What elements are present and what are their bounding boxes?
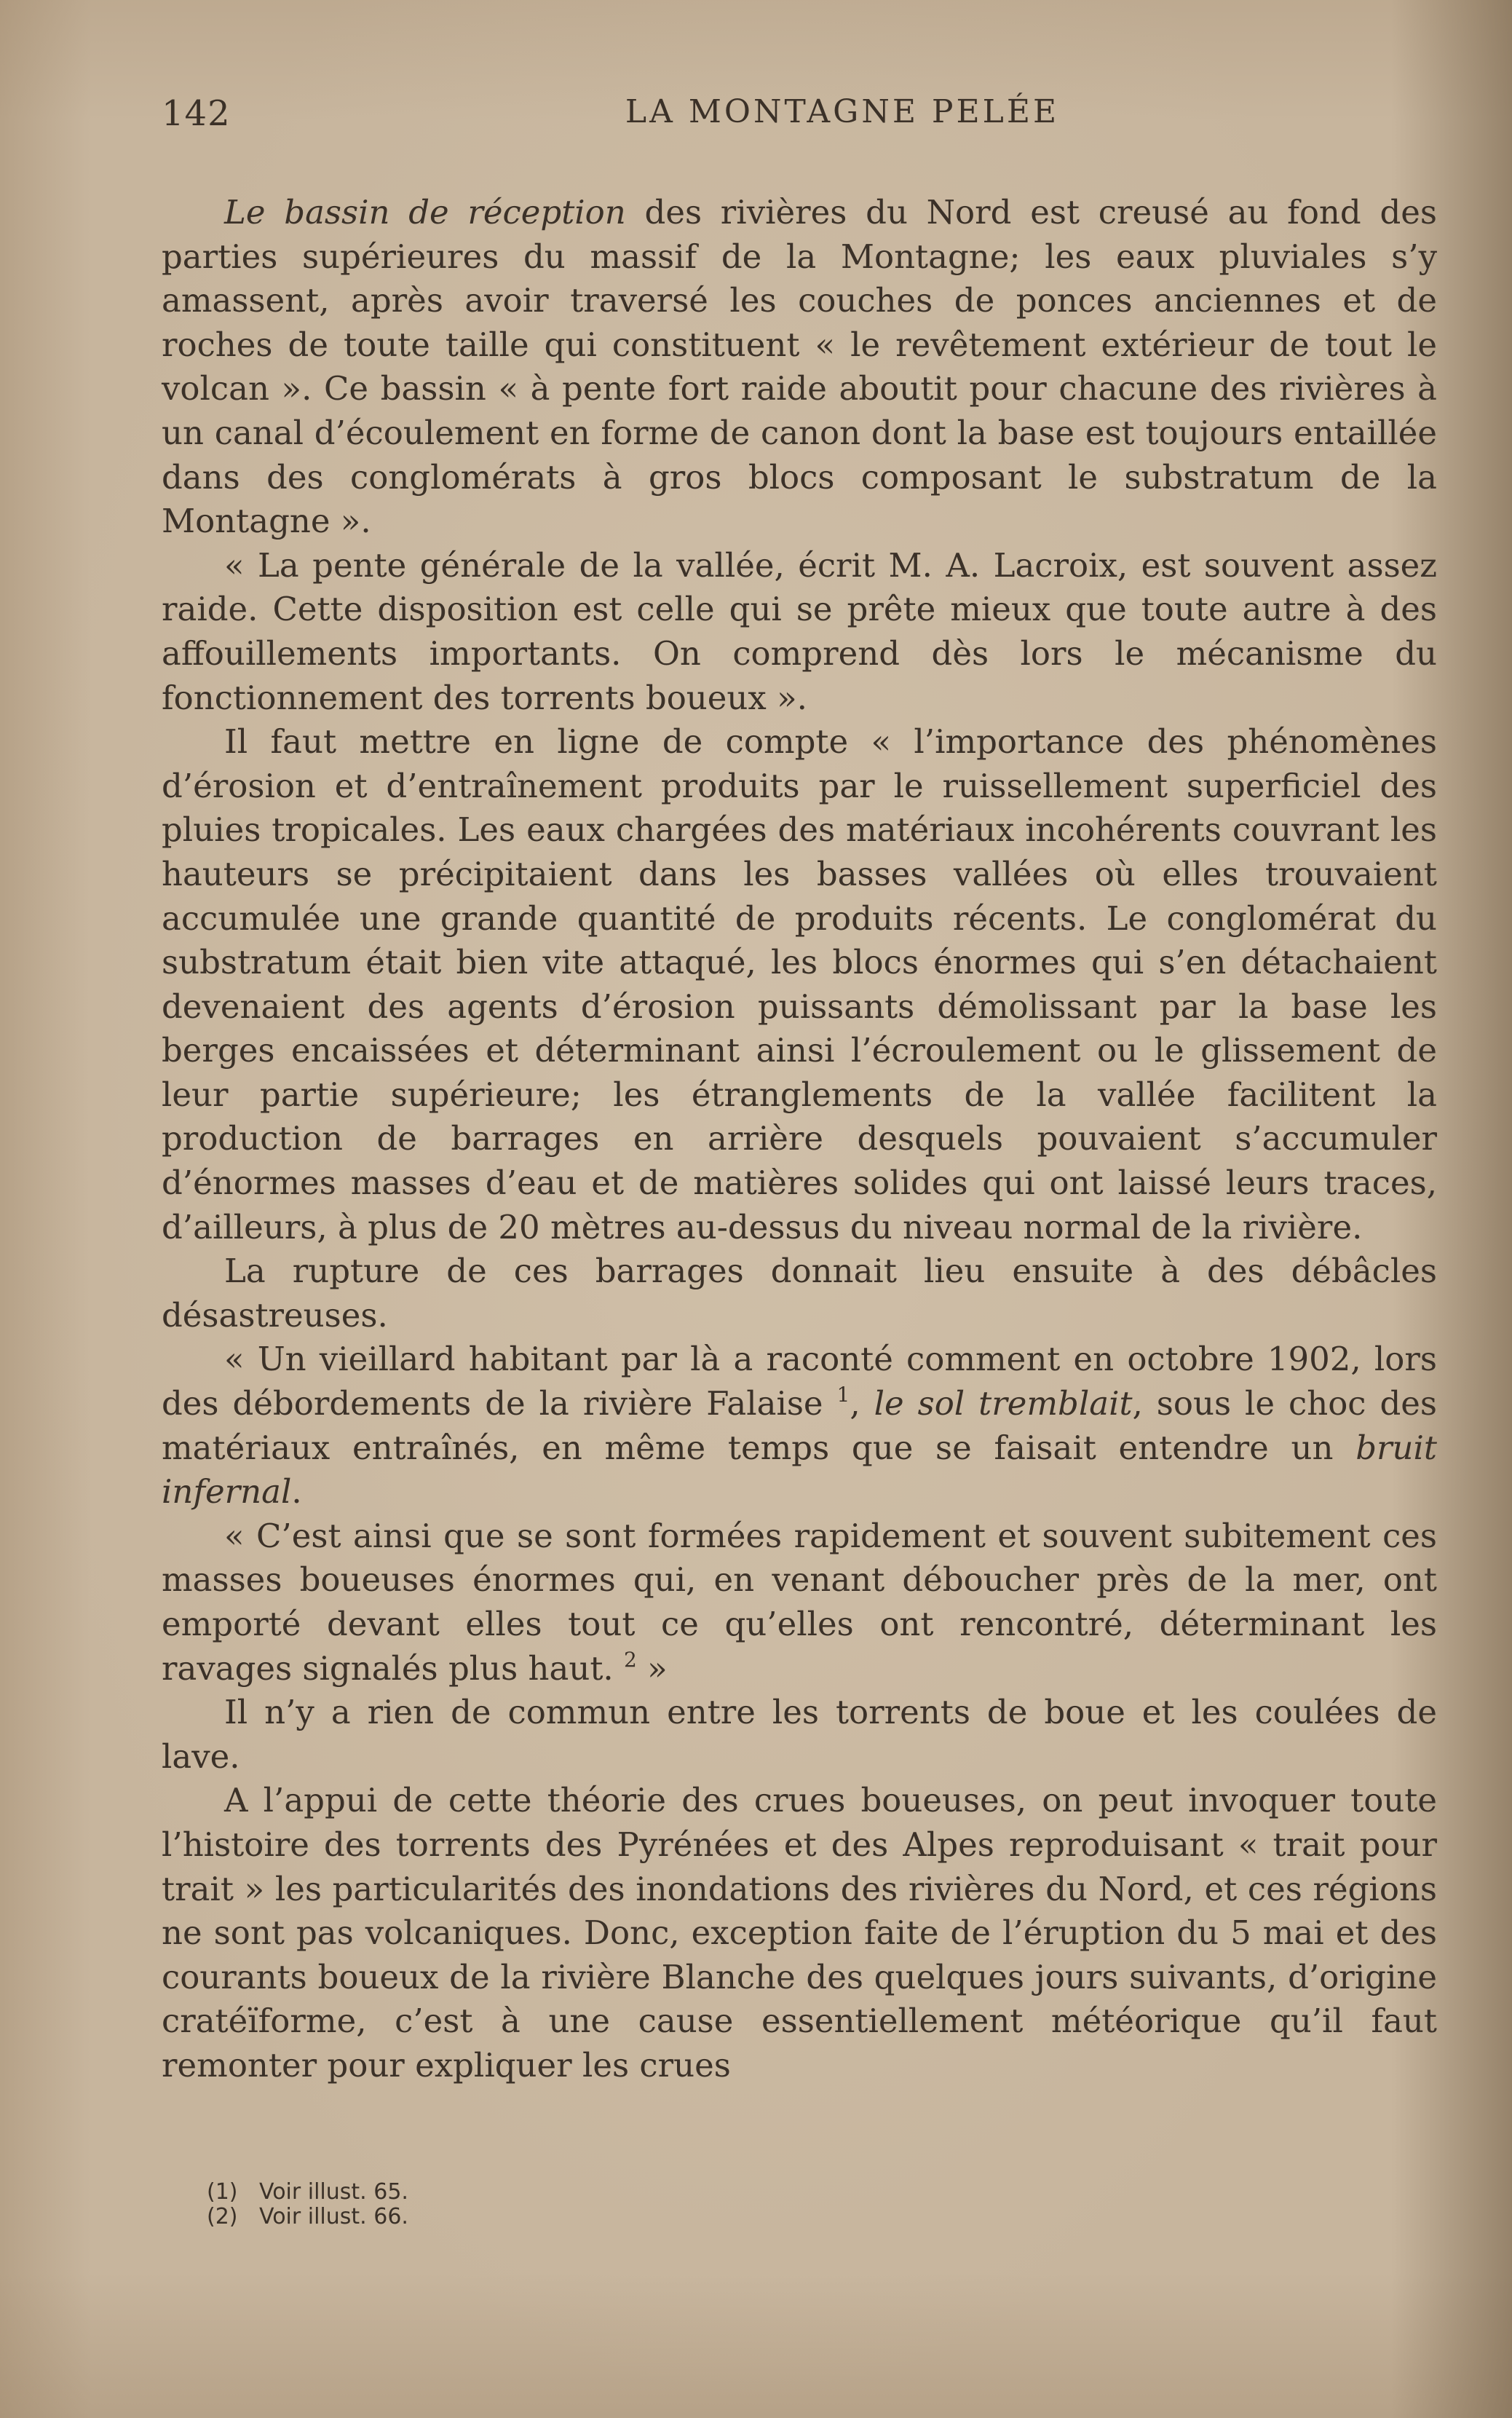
footnote-text: Voir illust. 65. bbox=[259, 2179, 408, 2205]
paragraph-1-text: des rivières du Nord est creusé au fond des parties supérieures du massif de la Montagne; les eaux pluviales s’y amassent, après avoir traversé les couches de ponces anciennes et de roches de toute taille qui constituent « le revêtement extérieur de tout le volcan ». Ce bassin « à pente fort raide aboutit pour chacune des rivières à un canal d’écoulement en forme de canon dont la base est toujours entaillée dans des conglomérats à gros blocs composant le substratum de la Montagne ». bbox=[162, 193, 1437, 541]
italic-quote-a: le sol tremblait bbox=[874, 1384, 1133, 1423]
paragraph-3: Il faut mettre en ligne de compte « l’importance des phénomènes d’érosion et d’entraînement produits par le ruissellement superficiel des pluies tropicales. Les eaux chargées des matériaux incohérents couvrant les hauteurs se précipitaient dans les basses vallées où elles trouvaient accumulée une grande quantité de produits récents. Le conglomérat du substratum était bien vite attaqué, les blocs énormes qui s’en détachaient devenaient des agents d’érosion puissants démolissant par la base les berges encaissées et déterminant ainsi l’écroulement ou le glissement de leur partie supérieure; les étranglements de la vallée facilitent la production de barrages en arrière desquels pouvaient s’accumuler d’énormes masses d’eau et de matières solides qui ont laissé leurs traces, d’ailleurs, à plus de 20 mètres au-dessus du niveau normal de la rivière. bbox=[162, 722, 1437, 1246]
footnote-ref-2: 2 bbox=[624, 1647, 637, 1672]
footnote-text: Voir illust. 66. bbox=[259, 2204, 408, 2229]
body-text bbox=[162, 191, 1437, 2088]
footnote-1 bbox=[207, 2180, 1226, 2205]
footnote-ref-1: 1 bbox=[836, 1383, 850, 1407]
italic-quote-b: bruit infernal bbox=[162, 1428, 1437, 1512]
paragraph-6-text-b: » bbox=[636, 1648, 668, 1688]
paragraph-5 bbox=[162, 1338, 1437, 1514]
footnote-mark: (2) bbox=[207, 2204, 238, 2229]
italic-term: Le bassin de réception bbox=[224, 193, 626, 232]
paragraph-5-text-a: « Un vieillard habitant par là a raconté comment en octobre 1902, lors des débordements de la rivière Falaise bbox=[162, 1340, 1437, 1423]
paragraph-5-text-d: . bbox=[291, 1472, 302, 1512]
paragraph-6 bbox=[162, 1514, 1437, 1691]
paragraph-2: « La pente générale de la vallée, écrit M. A. Lacroix, est souvent assez raide. Cette disposition est celle qui se prête mieux que toute autre à des affouillements importants. On comprend dès lors le mécanisme du fonctionnement des torrents boueux ». bbox=[162, 545, 1437, 717]
page-number: 142 bbox=[162, 93, 231, 134]
page-header bbox=[162, 93, 1436, 144]
running-title: LA MONTAGNE PELÉE bbox=[625, 93, 1060, 130]
paragraph-8: A l’appui de cette théorie des crues boueuses, on peut invoquer toute l’histoire des torrents des Pyrénées et des Alpes reproduisant « trait pour trait » les particularités des inondations des rivières du Nord, et ces régions ne sont pas volcaniques. Donc, exception faite de l’éruption du 5 mai et des courants boueux de la rivière Blanche des quelques jours suivants, d’origine cratéïforme, c’est à une cause essentiellement météorique qu’il faut remonter pour expliquer les crues bbox=[162, 1781, 1437, 2085]
paragraph-4: La rupture de ces barrages donnait lieu ensuite à des débâcles désastreuses. bbox=[162, 1252, 1437, 1335]
paragraph-5-text-b: , bbox=[850, 1384, 874, 1423]
footnote-mark: (1) bbox=[207, 2179, 238, 2205]
footnote-2 bbox=[207, 2205, 1226, 2229]
paragraph-7: Il n’y a rien de commun entre les torrents de boue et les coulées de lave. bbox=[162, 1693, 1437, 1776]
footnotes bbox=[207, 2180, 1226, 2229]
paragraph-5-text-c: , sous le choc des matériaux entraînés, en même temps que se faisait entendre un bbox=[162, 1384, 1437, 1467]
paragraph-6-text-a: « C’est ainsi que se sont formées rapidement et souvent subitement ces masses boueuses énormes qui, en venant déboucher près de la mer, ont emporté devant elles tout ce qu’elles ont rencontré, déterminant les ravages signalés plus haut. bbox=[162, 1516, 1437, 1688]
paragraph-1 bbox=[162, 191, 1437, 544]
